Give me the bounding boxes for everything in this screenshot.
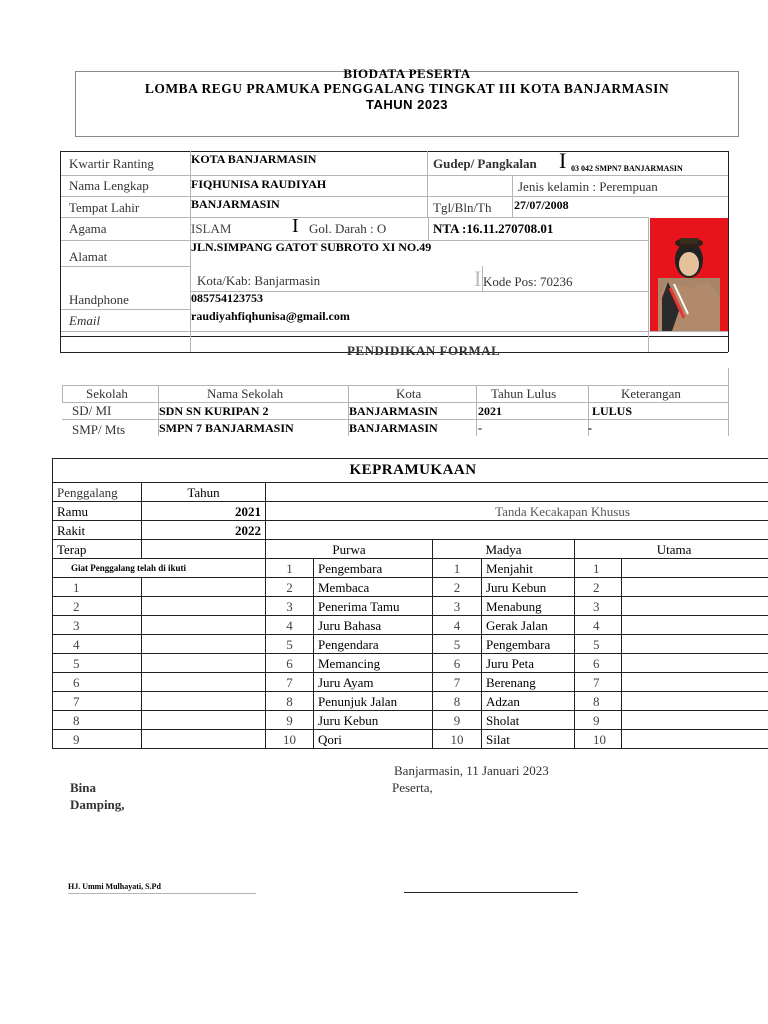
empty-cell	[266, 521, 768, 540]
list-item: 9	[433, 711, 482, 730]
list-item: 7	[433, 673, 482, 692]
list-item: 9	[575, 711, 622, 730]
gudep-label: Gudep/ Pangkalan	[433, 156, 537, 171]
damping-label: Damping,	[70, 797, 125, 812]
list-item: 2	[575, 578, 622, 597]
tempat-label: Tempat Lahir	[69, 200, 140, 215]
kepramukaan-title: KEPRAMUKAAN	[53, 459, 768, 483]
list-item: 1	[575, 559, 622, 578]
list-item: 3	[266, 597, 314, 616]
empty-cell	[622, 616, 768, 635]
terap-label: Terap	[53, 540, 142, 559]
signature-line	[404, 892, 578, 893]
list-item: 5	[53, 654, 142, 673]
tgl-value: 27/07/2008	[514, 198, 569, 212]
kota-kab: Kota/Kab: Banjarmasin	[197, 273, 321, 288]
agama-value: ISLAM	[191, 221, 232, 236]
list-item: Gerak Jalan	[482, 616, 575, 635]
table-cell: BANJARMASIN	[349, 421, 438, 435]
signer-name: HJ. Ummi Mulhayati, S.Pd	[68, 882, 161, 891]
table-row-sd: SD/ MI	[72, 403, 112, 418]
empty-cell	[142, 578, 266, 597]
peserta-label: Peserta,	[392, 780, 433, 795]
kode-pos: Kode Pos: 70236	[483, 274, 573, 289]
list-item: 1	[433, 559, 482, 578]
list-item: 2	[266, 578, 314, 597]
list-item: 5	[433, 635, 482, 654]
empty-cell	[622, 654, 768, 673]
table-row-smp: SMP/ Mts	[72, 422, 126, 437]
col-kota: Kota	[396, 386, 422, 401]
kwartir-value: KOTA BANJARMASIN	[191, 152, 317, 166]
list-item: 6	[53, 673, 142, 692]
list-item: 1	[266, 559, 314, 578]
header-subtitle: LOMBA REGU PRAMUKA PENGGALANG TINGKAT III KOTA BANJARMASIN	[144, 81, 670, 96]
kwartir-label: Kwartir Ranting	[69, 156, 154, 171]
list-item: Juru Bahasa	[314, 616, 433, 635]
list-item: 9	[53, 730, 142, 749]
list-item: Penerima Tamu	[314, 597, 433, 616]
table-cell: 2021	[478, 404, 502, 418]
nama-label: Nama Lengkap	[69, 178, 149, 193]
list-item: 10	[575, 730, 622, 749]
list-item: 5	[575, 635, 622, 654]
list-item: 9	[266, 711, 314, 730]
list-item: 10	[433, 730, 482, 749]
empty-cell	[142, 654, 266, 673]
alamat-value: JLN.SIMPANG GATOT SUBROTO XI NO.49	[191, 240, 432, 254]
header-title: BIODATA PESERTA	[343, 66, 471, 81]
empty-cell	[142, 711, 266, 730]
list-item: 4	[266, 616, 314, 635]
col-tahun-lulus: Tahun Lulus	[491, 386, 557, 401]
empty-cell	[142, 616, 266, 635]
empty-cell	[622, 635, 768, 654]
empty-cell	[142, 730, 266, 749]
empty-cell	[622, 730, 768, 749]
col-tahun: Tahun	[142, 483, 266, 502]
jenis-kelamin: Jenis kelamin : Perempuan	[518, 179, 658, 194]
empty-cell	[622, 559, 768, 578]
empty-cell	[622, 692, 768, 711]
empty-cell	[622, 578, 768, 597]
email-label: Email	[69, 313, 101, 328]
table-cell: BANJARMASIN	[349, 404, 438, 418]
signature-line	[68, 893, 256, 894]
ramu-label: Ramu	[53, 502, 142, 521]
list-item: Penunjuk Jalan	[314, 692, 433, 711]
list-item: 2	[433, 578, 482, 597]
list-item: 6	[575, 654, 622, 673]
list-item: 3	[433, 597, 482, 616]
list-item: Qori	[314, 730, 433, 749]
handphone-label: Handphone	[69, 292, 129, 307]
gudep-value: 03 042 SMPN7 BANJARMASIN	[571, 164, 683, 173]
table-cell: SMPN 7 BANJARMASIN	[159, 421, 294, 435]
list-item: 2	[53, 597, 142, 616]
list-item: 7	[266, 673, 314, 692]
alamat-label: Alamat	[69, 249, 108, 264]
list-item: Membaca	[314, 578, 433, 597]
col-penggalang: Penggalang	[53, 483, 142, 502]
kepramukaan-table	[52, 458, 768, 749]
list-item: Juru Kebun	[482, 578, 575, 597]
empty-cell	[142, 673, 266, 692]
empty-cell	[142, 692, 266, 711]
list-item: Menjahit	[482, 559, 575, 578]
list-item: 4	[433, 616, 482, 635]
list-item: Juru Peta	[482, 654, 575, 673]
list-item: Memancing	[314, 654, 433, 673]
col-keterangan: Keterangan	[621, 386, 681, 401]
col-sekolah: Sekolah	[86, 386, 128, 401]
list-item: Juru Kebun	[314, 711, 433, 730]
pendidikan-title: PENDIDIKAN FORMAL	[347, 343, 501, 358]
empty-cell	[142, 540, 266, 559]
ramu-year: 2021	[142, 502, 266, 521]
tkk-label: Tanda Kecakapan Khusus	[266, 502, 768, 521]
list-item: 7	[575, 673, 622, 692]
table-cell: -	[478, 421, 482, 435]
list-item: Berenang	[482, 673, 575, 692]
table-cell: LULUS	[592, 404, 633, 418]
list-item: Adzan	[482, 692, 575, 711]
list-item: Pengembara	[314, 559, 433, 578]
list-item: 10	[266, 730, 314, 749]
list-item: 6	[433, 654, 482, 673]
list-item: Juru Ayam	[314, 673, 433, 692]
list-item: 4	[575, 616, 622, 635]
list-item: 3	[53, 616, 142, 635]
list-item: Sholat	[482, 711, 575, 730]
nta: NTA :16.11.270708.01	[433, 221, 554, 236]
giat-label: Giat Penggalang telah di ikuti	[53, 559, 266, 578]
text-cursor-icon: I	[292, 215, 299, 237]
tgl-label: Tgl/Bln/Th	[433, 200, 492, 215]
text-cursor-icon: I	[559, 148, 567, 173]
gol-darah: Gol. Darah : O	[309, 221, 387, 236]
col-madya: Madya	[433, 540, 575, 559]
participant-photo	[650, 218, 728, 331]
list-item: 8	[575, 692, 622, 711]
empty-cell	[142, 597, 266, 616]
list-item: 3	[575, 597, 622, 616]
list-item: 5	[266, 635, 314, 654]
col-utama: Utama	[575, 540, 768, 559]
place-date: Banjarmasin, 11 Januari 2023	[394, 763, 549, 778]
list-item: 4	[53, 635, 142, 654]
email-value: raudiyahfiqhunisa@gmail.com	[191, 309, 350, 323]
header-year: TAHUN 2023	[365, 97, 449, 112]
list-item: 7	[53, 692, 142, 711]
col-purwa: Purwa	[266, 540, 433, 559]
header-box	[75, 66, 739, 137]
rakit-year: 2022	[142, 521, 266, 540]
col-nama-sekolah: Nama Sekolah	[207, 386, 284, 401]
agama-label: Agama	[69, 221, 107, 236]
list-item: 8	[266, 692, 314, 711]
rakit-label: Rakit	[53, 521, 142, 540]
empty-cell	[622, 711, 768, 730]
list-item: Pengembara	[482, 635, 575, 654]
tempat-value: BANJARMASIN	[191, 197, 280, 211]
list-item: Pengendara	[314, 635, 433, 654]
empty-cell	[142, 635, 266, 654]
bina-label: Bina	[70, 780, 97, 795]
list-item: Menabung	[482, 597, 575, 616]
handphone-value: 085754123753	[191, 291, 263, 305]
nama-value: FIQHUNISA RAUDIYAH	[191, 177, 327, 191]
list-item: 8	[433, 692, 482, 711]
list-item: 6	[266, 654, 314, 673]
empty-cell	[622, 673, 768, 692]
list-item: Silat	[482, 730, 575, 749]
table-cell: SDN SN KURIPAN 2	[159, 404, 269, 418]
text-cursor-icon: I	[474, 266, 482, 291]
empty-cell	[622, 597, 768, 616]
list-item: 8	[53, 711, 142, 730]
empty-cell	[266, 483, 768, 502]
list-item: 1	[53, 578, 142, 597]
table-cell: -	[588, 421, 592, 435]
